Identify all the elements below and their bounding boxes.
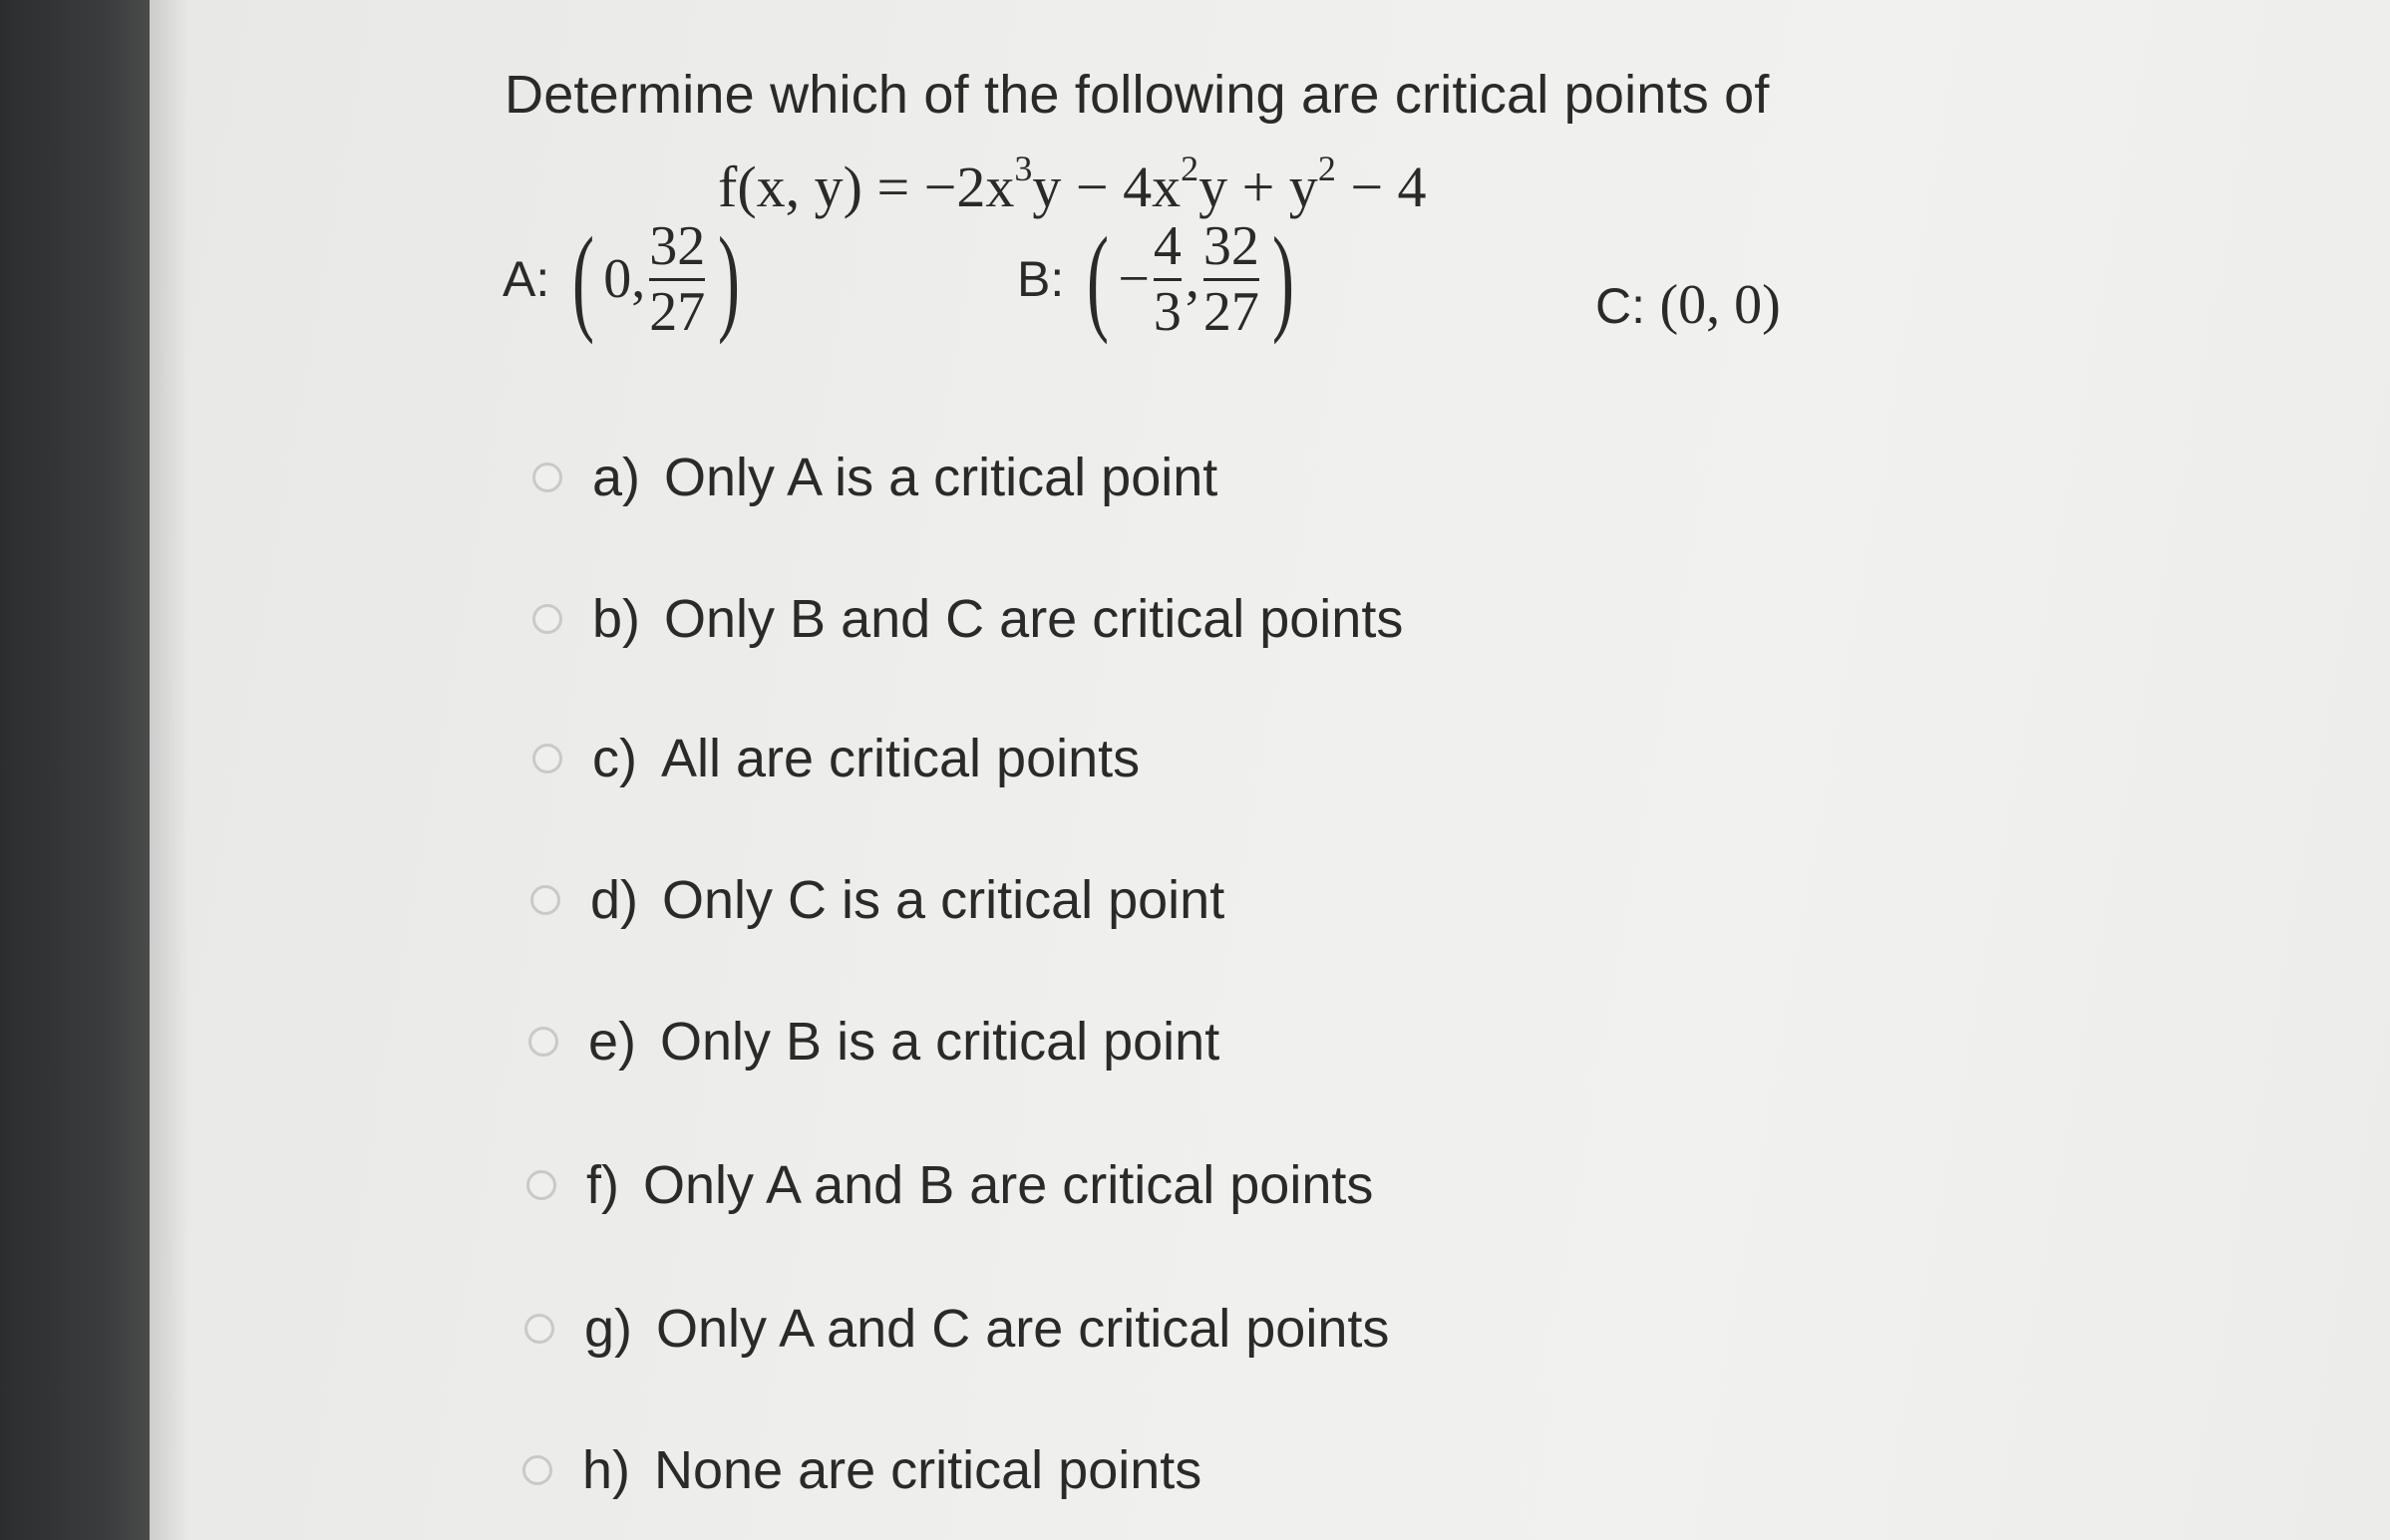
point-b-label: B:	[1017, 251, 1065, 308]
option-letter: a)	[592, 448, 641, 507]
option-e[interactable]	[528, 1011, 1219, 1073]
point-b-y-denominator: 27	[1202, 280, 1259, 343]
radio-button-icon[interactable]	[530, 885, 560, 915]
option-text: Only B and C are critical points	[664, 589, 1404, 649]
option-letter: e)	[588, 1012, 637, 1072]
function-lhs: f(x, y) = −2x	[718, 154, 1015, 219]
option-text: None are critical points	[654, 1440, 1202, 1500]
point-b-y-fraction	[1203, 217, 1259, 342]
radio-button-icon[interactable]	[528, 1027, 558, 1057]
point-b-x-fraction	[1154, 217, 1182, 342]
radio-button-icon[interactable]	[532, 744, 562, 773]
option-text: All are critical points	[660, 729, 1141, 788]
function-exponent-1: 3	[1014, 149, 1033, 188]
option-f[interactable]	[526, 1154, 1373, 1216]
option-b[interactable]	[532, 588, 1403, 650]
option-text: Only A and B are critical points	[643, 1155, 1374, 1215]
screen-edge-shadow	[150, 0, 189, 1540]
function-term-3: y + y	[1198, 154, 1318, 219]
option-letter: b)	[592, 589, 641, 649]
option-text: Only B is a critical point	[660, 1012, 1220, 1072]
function-expression	[718, 149, 1427, 220]
point-c	[1595, 273, 1781, 337]
option-a[interactable]	[532, 447, 1217, 508]
radio-button-icon[interactable]	[526, 1170, 556, 1200]
question-text: Determine which of the following are critical points of	[505, 65, 1770, 125]
option-d[interactable]	[530, 869, 1224, 931]
function-exponent-2: 2	[1181, 149, 1199, 188]
monitor-bezel	[0, 0, 150, 1540]
open-paren: (	[572, 212, 595, 346]
option-text: Only A is a critical point	[664, 448, 1218, 507]
point-c-value: (0, 0)	[1659, 274, 1781, 336]
point-b-x-denominator: 3	[1153, 280, 1182, 343]
option-letter: f)	[586, 1155, 619, 1215]
radio-button-icon[interactable]	[532, 462, 562, 492]
option-letter: h)	[582, 1440, 631, 1500]
option-text: Only C is a critical point	[662, 870, 1225, 930]
option-h[interactable]	[522, 1439, 1201, 1501]
point-a-label: A:	[503, 251, 550, 308]
radio-button-icon[interactable]	[522, 1455, 552, 1485]
function-term-2: y − 4x	[1032, 154, 1182, 219]
close-paren: )	[718, 212, 741, 346]
function-constant: − 4	[1335, 154, 1427, 219]
close-paren: )	[1271, 212, 1294, 346]
point-a	[503, 212, 749, 346]
point-a-numerator: 32	[649, 215, 706, 277]
point-a-y-fraction	[649, 217, 705, 342]
point-a-x: 0,	[603, 248, 646, 311]
point-b-y-numerator: 32	[1202, 215, 1259, 277]
point-b-comma: ,	[1185, 248, 1199, 311]
option-text: Only A and C are critical points	[656, 1299, 1390, 1359]
open-paren: (	[1087, 212, 1110, 346]
option-c[interactable]	[532, 728, 1140, 789]
option-letter: g)	[584, 1299, 633, 1359]
option-letter: d)	[590, 870, 639, 930]
point-b-sign: −	[1118, 248, 1150, 311]
point-c-label: C:	[1595, 278, 1645, 334]
point-b	[1017, 212, 1303, 346]
option-letter: c)	[592, 729, 637, 788]
radio-button-icon[interactable]	[532, 604, 562, 634]
point-b-x-numerator: 4	[1153, 215, 1182, 277]
option-g[interactable]	[524, 1298, 1389, 1360]
radio-button-icon[interactable]	[524, 1314, 554, 1344]
point-a-denominator: 27	[649, 280, 706, 343]
function-exponent-3: 2	[1317, 149, 1336, 188]
